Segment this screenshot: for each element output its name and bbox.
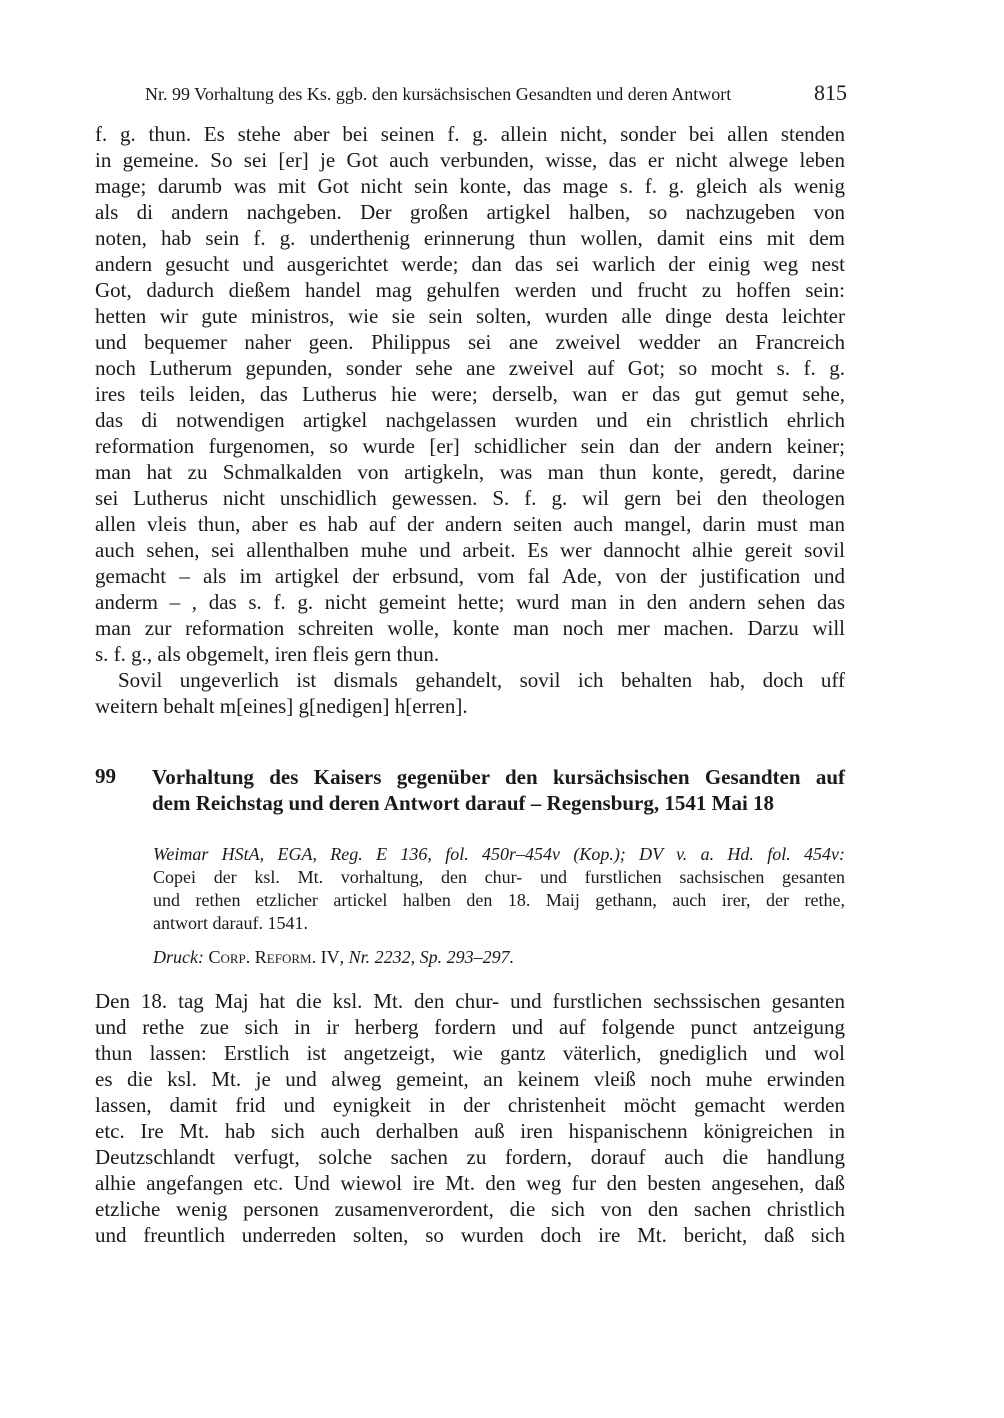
text-line: in gemeine. So sei [er] je Got auch verbunden, wisse, das er nicht alwege leben — [95, 148, 845, 172]
print-reference — [153, 946, 514, 969]
archive-reference: Weimar HStA, EGA, Reg. E 136, fol. 450r–454v (Kop.); DV v. a. Hd. fol. 454v: — [153, 844, 845, 864]
text-line: mage; darumb was mit Got nicht sein konte, das mage s. f. g. gleich als wenig — [95, 174, 845, 198]
text-line: etzliche wenig personen zusamenverordent, die sich von den sachen christlich — [95, 1197, 845, 1221]
text-line: reformation furgenomen, so wurde [er] schidlicher sein dan der andern keiner; — [95, 434, 845, 458]
text-line: hetten wir gute ministros, wie sie sein solten, wurden alle dinge desta leichter — [95, 304, 845, 328]
running-head-title: Nr. 99 Vorhaltung des Ks. ggb. den kursächsischen Gesandten und deren Antwort — [145, 84, 732, 104]
text-line: auch sehen, sei allenthalben muhe und arbeit. Es wer dannocht alhie gereit sovil — [95, 538, 845, 562]
text-line: und rethe zue sich in ir herberg fordern und auf folgende punct antzeigung — [95, 1015, 845, 1039]
text-line: weitern behalt m[eines] g[nedigen] h[erren]. — [95, 694, 468, 718]
dorsal-note — [153, 866, 845, 935]
text-line: andern gesucht und ausgerichtet werde; dan das sei warlich der einig weg nest — [95, 252, 845, 276]
body-text-top — [95, 121, 845, 719]
text-line: Sovil ungeverlich ist dismals gehandelt, sovil ich behalten hab, doch uff — [118, 668, 845, 692]
text-line: Got, dadurch dießem handel mag gehulfen werden und frucht zu hoffen sein: — [95, 278, 845, 302]
text-line: ires teils leiden, das Lutherus hie were; derselb, wan er das gut gemut sehe, — [95, 382, 845, 406]
text-line: s. f. g., als obgemelt, iren fleis gern thun. — [95, 642, 440, 666]
text-line: f. g. thun. Es stehe aber bei seinen f. g. allein nicht, sonder bei allen stenden — [95, 122, 845, 146]
text-line: lassen, damit frid und eynigkeit in der christenheit möcht gemacht werden — [95, 1093, 845, 1117]
text-line: Deutzschlandt verfugt, solche sachen zu fordern, dorauf auch die handlung — [95, 1145, 845, 1169]
druck-label: Druck: — [153, 947, 204, 967]
document-title — [152, 764, 845, 816]
text-line: es die ksl. Mt. je und alweg gemeint, an keinem vleiß noch muhe erwinden — [95, 1067, 845, 1091]
text-line: thun lassen: Erstlich ist angetzeigt, wie gantz väterlich, gnediglich und wol — [95, 1041, 845, 1065]
text-line: und freuntlich underreden solten, so wurden doch ire Mt. bericht, daß sich — [95, 1223, 845, 1247]
text-line: und bequemer naher geen. Philippus sei ane zweivel wedder an Francreich — [95, 330, 845, 354]
text-line: als di andern nachgeben. Der großen artigkel halben, so nachzugeben von — [95, 200, 845, 224]
text-line: noch Lutherum gepunden, sonder sehe ane zweivel auf Got; so mocht s. f. g. — [95, 356, 845, 380]
text-line: alhie angefangen etc. Und wiewol ire Mt. den weg fur den besten angesehen, daß — [95, 1171, 845, 1195]
text-line: anderm – , das s. f. g. nicht gemeint hette; wurd man in den andern sehen das — [95, 590, 845, 614]
text-line: sei Lutherus nicht unschidlich gewessen. S. f. g. wil gern bei den theologen — [95, 486, 845, 510]
body-text-bottom — [95, 988, 845, 1248]
source-note — [153, 843, 845, 935]
text-line: antwort darauf. 1541. — [153, 913, 308, 933]
page-number: 815 — [814, 80, 847, 105]
text-line: das di notwendigen artigkel nachgelassen wurden und ein christlich ehrlich — [95, 408, 845, 432]
text-line: Den 18. tag Maj hat die ksl. Mt. den chur- und furstlichen sechssischen gesanten — [95, 989, 845, 1013]
document-number: 99 — [95, 764, 116, 788]
text-line: allen vleis thun, aber es hab auf der andern seiten auch mangel, darin must man — [95, 512, 845, 536]
document-title-line: dem Reichstag und deren Antwort darauf – Regensburg, 1541 Mai 18 — [152, 791, 775, 815]
text-line: Copei der ksl. Mt. vorhaltung, den chur- und furstlichen sachsischen gesanten — [153, 867, 845, 887]
druck-ref: , Nr. 2232, Sp. 293–297. — [339, 947, 515, 967]
text-line: etc. Ire Mt. hab sich auch derhalben auß iren hispanischenn königreichen in — [95, 1119, 845, 1143]
document-heading — [95, 764, 845, 816]
text-line: und rethen etzlicher artickel halben den 18. Maij gethann, auch irer, der rethe, — [153, 890, 845, 910]
text-line: man hat zu Schmalkalden von artigkeln, was man thun konte, geredt, darine — [95, 460, 845, 484]
document-title-line: Vorhaltung des Kaisers gegenüber den kursächsischen Gesandten auf — [152, 765, 845, 789]
text-line: gemacht – als im artigkel der erbsund, vom fal Ade, von der justification und — [95, 564, 845, 588]
text-line: noten, hab sein f. g. underthenig erinnerung thun wollen, damit eins mit dem — [95, 226, 845, 250]
druck-work: Corp. Reform. IV — [208, 947, 340, 967]
text-line: man zur reformation schreiten wolle, konte man noch mer machen. Darzu will — [95, 616, 845, 640]
running-head — [145, 80, 847, 106]
